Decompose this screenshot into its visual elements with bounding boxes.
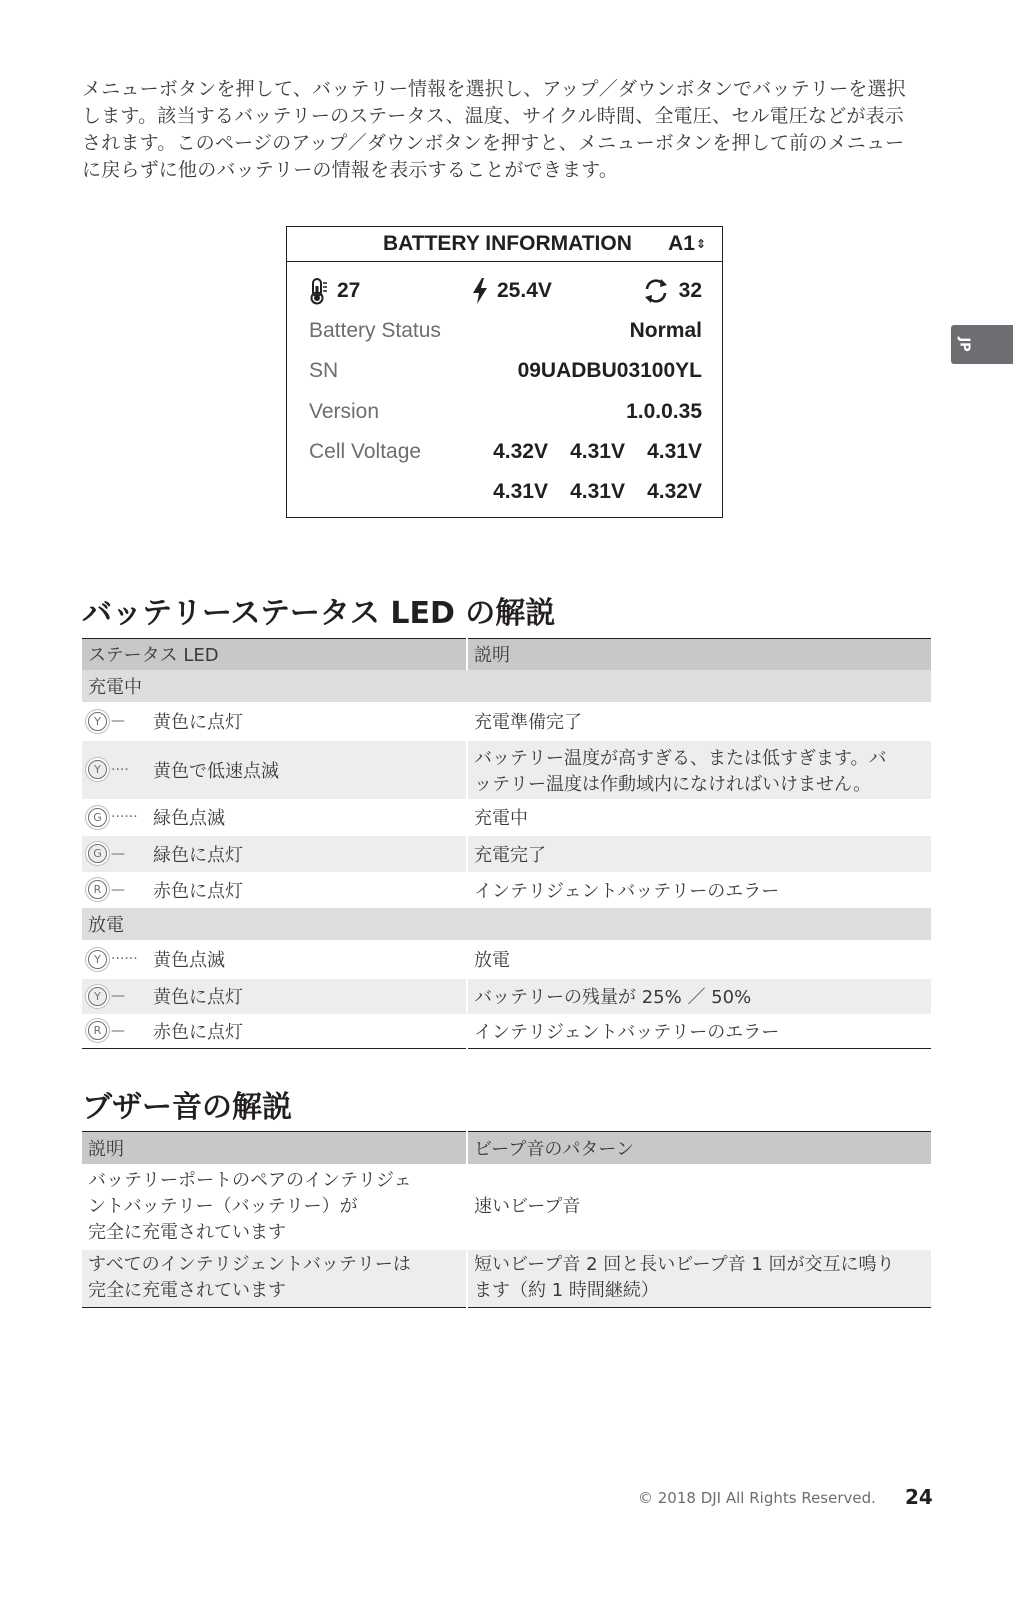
table-row [82, 1014, 931, 1049]
condition-line: ントバッテリー（バッテリー）が [88, 1195, 358, 1217]
buzzer-table [82, 1131, 931, 1308]
display-header [287, 227, 722, 262]
table-row [82, 702, 931, 741]
description-line: ッテリー温度は作動域内になければいけません。 [474, 773, 872, 795]
yellow-led-icon: Y [88, 950, 107, 969]
pattern-line: ます（約 1 時間継続） [474, 1280, 659, 1302]
led-description: インテリジェントバッテリーのエラー [467, 872, 931, 908]
led-description: 充電準備完了 [467, 702, 931, 741]
led-indicator [88, 1018, 243, 1044]
version-value: 1.0.0.35 [626, 400, 702, 423]
page-number: 24 [905, 1485, 933, 1509]
battery-status-label: Battery Status [309, 319, 441, 342]
condition-line: すべてのインテリジェントバッテリーは [88, 1254, 411, 1276]
led-description: 放電 [467, 940, 931, 979]
solid-line-icon: — [111, 988, 125, 1004]
battery-id-label: A1 [668, 232, 695, 255]
cell-voltage: 4.31V [493, 480, 548, 503]
solid-line-icon: — [111, 845, 125, 862]
led-state: 緑色点滅 [153, 808, 225, 829]
green-led-icon: G [88, 844, 107, 863]
language-tab-label: JP [956, 337, 972, 352]
blink-icon: ······ [111, 951, 138, 967]
cell-voltage: 4.32V [493, 440, 548, 463]
solid-line-icon: — [111, 1022, 125, 1039]
led-section-heading: バッテリーステータス LED の解説 [82, 596, 556, 631]
sn-label: SN [309, 359, 339, 382]
category-label: 充電中 [82, 670, 931, 702]
temperature-stat [307, 277, 360, 305]
led-indicator [88, 757, 279, 783]
cell-voltages-row-2 [471, 480, 702, 504]
beep-pattern: 速いビープ音 [467, 1164, 931, 1250]
condition-line: 完全に充電されています [88, 1221, 286, 1243]
table-row [82, 979, 931, 1014]
cycles-value: 32 [678, 279, 702, 302]
table-row [82, 1250, 931, 1308]
cell-voltage: 4.31V [647, 440, 702, 463]
category-row [82, 908, 931, 940]
led-description: 充電完了 [467, 836, 931, 872]
sn-value: 09UADBU03100YL [517, 359, 702, 382]
yellow-led-icon: Y [88, 712, 107, 731]
intro-paragraph [82, 76, 932, 184]
buzzer-section-heading: ブザー音の解説 [82, 1090, 292, 1125]
intro-line: に戻らずに他のバッテリーの情報を表示することができます。 [82, 159, 619, 181]
red-led-icon: R [88, 1021, 107, 1040]
up-down-arrows-icon: ⇕ [695, 237, 706, 251]
battery-status-row [309, 319, 702, 349]
solid-line-icon: — [111, 881, 125, 898]
led-indicator [88, 983, 243, 1009]
led-description [467, 741, 931, 799]
led-state: 赤色に点灯 [153, 1021, 243, 1043]
green-led-icon: G [88, 808, 107, 827]
yellow-led-icon: Y [88, 987, 107, 1006]
battery-info-display [286, 226, 723, 518]
language-tab [951, 325, 1013, 364]
condition-line: バッテリーポートのペアのインテリジェ [88, 1169, 412, 1191]
cell-voltages-row-1 [471, 440, 702, 464]
blink-icon: ······ [111, 809, 138, 825]
column-header: ステータス LED [82, 639, 467, 670]
temperature-value: 27 [337, 279, 361, 302]
category-row [82, 670, 931, 702]
red-led-icon: R [88, 880, 107, 899]
battery-id [668, 232, 706, 256]
table-row [82, 872, 931, 908]
led-state: 黄色点滅 [153, 950, 225, 971]
led-state: 赤色に点灯 [153, 880, 243, 902]
led-description: インテリジェントバッテリーのエラー [467, 1014, 931, 1049]
yellow-led-icon: Y [88, 760, 107, 779]
slow-blink-icon: ···· [111, 761, 129, 778]
intro-line: されます。このページのアップ／ダウンボタンを押すと、メニューボタンを押して前のメニュー [82, 132, 905, 154]
description-line: バッテリー温度が高すぎる、または低すぎます。バ [474, 747, 887, 769]
beep-pattern [467, 1250, 931, 1308]
solid-line-icon: — [111, 713, 125, 729]
cell-voltage: 4.31V [570, 440, 625, 463]
cycle-icon [641, 277, 671, 305]
lightning-icon [471, 277, 489, 305]
led-indicator [88, 804, 225, 830]
led-indicator [88, 708, 243, 734]
voltage-value: 25.4V [497, 279, 552, 302]
led-description: 充電中 [467, 799, 931, 836]
version-row [309, 400, 702, 430]
led-indicator [88, 877, 243, 903]
led-state: 緑色に点灯 [153, 844, 243, 866]
led-state: 黄色に点灯 [153, 712, 243, 733]
column-header: 説明 [467, 639, 931, 670]
buzzer-condition [82, 1164, 467, 1250]
led-status-table [82, 638, 931, 1049]
led-description: バッテリーの残量が 25% ／ 50% [467, 979, 931, 1014]
intro-line: します。該当するバッテリーのステータス、温度、サイクル時間、全電圧、セル電圧などが表示 [82, 105, 904, 127]
table-row [82, 741, 931, 799]
cell-voltage: 4.31V [570, 480, 625, 503]
cell-voltage-label: Cell Voltage [309, 440, 422, 463]
thermometer-icon [307, 277, 329, 305]
table-row [82, 799, 931, 836]
battery-status-value: Normal [629, 319, 702, 342]
version-label: Version [309, 400, 380, 423]
led-state: 黄色で低速点滅 [153, 760, 279, 782]
column-header: 説明 [82, 1132, 467, 1164]
cell-voltage: 4.32V [647, 480, 702, 503]
column-header: ビープ音のパターン [467, 1132, 931, 1164]
table-row [82, 1164, 931, 1250]
table-row [82, 836, 931, 872]
table-header-row [82, 639, 931, 670]
sn-row [309, 359, 702, 389]
table-header-row [82, 1132, 931, 1164]
copyright: © 2018 DJI All Rights Reserved. [638, 1489, 876, 1507]
led-state: 黄色に点灯 [153, 987, 243, 1008]
led-indicator [88, 841, 243, 867]
buzzer-condition [82, 1250, 467, 1308]
led-indicator [88, 946, 225, 972]
voltage-stat [471, 277, 552, 305]
pattern-line: 短いビープ音 2 回と長いビープ音 1 回が交互に鳴り [474, 1254, 895, 1276]
category-label: 放電 [82, 908, 931, 940]
table-row [82, 940, 931, 979]
intro-line: メニューボタンを押して、バッテリー情報を選択し、アップ／ダウンボタンでバッテリーを選択 [82, 78, 906, 100]
condition-line: 完全に充電されています [88, 1280, 286, 1302]
cycles-stat [641, 277, 702, 305]
display-title: BATTERY INFORMATION [383, 232, 632, 255]
